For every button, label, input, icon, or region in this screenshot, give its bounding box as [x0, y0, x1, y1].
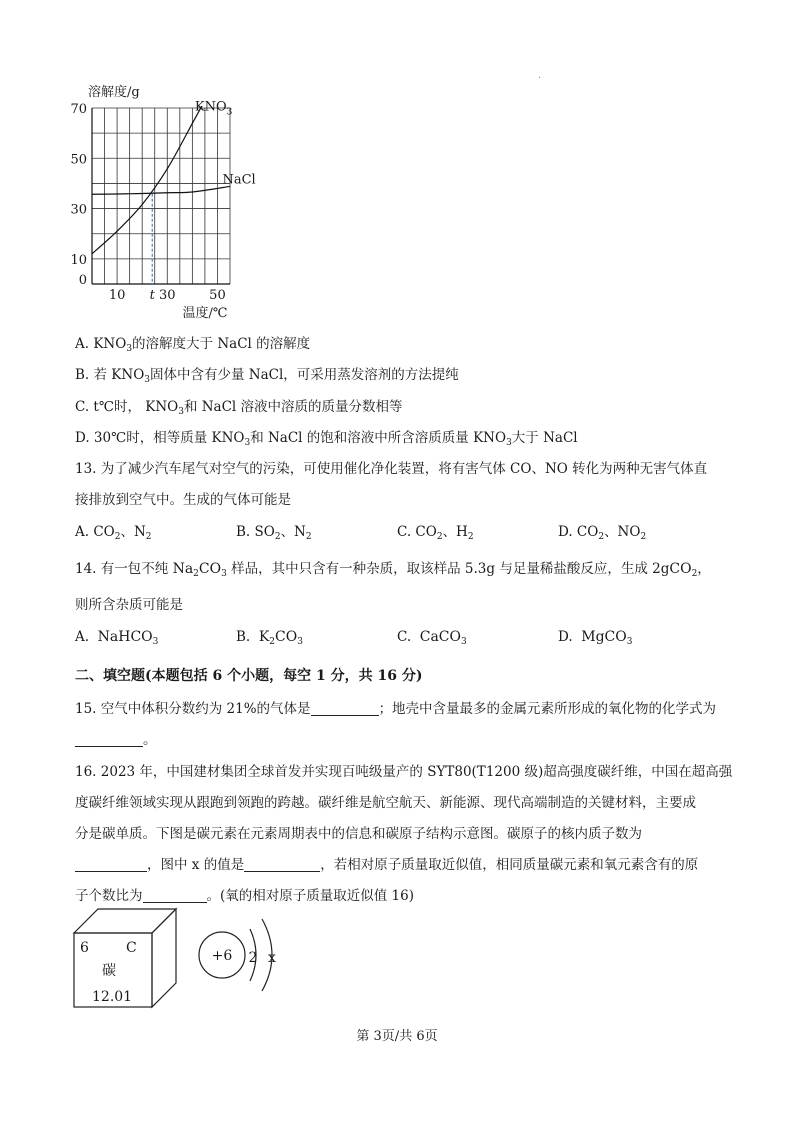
- q16-blank-1[interactable]: [75, 857, 147, 872]
- q13-option-a: A. $CO_2$、$N_2$: [75, 524, 152, 542]
- element-number: 6: [80, 940, 89, 956]
- x-tick-label: 10: [108, 288, 126, 303]
- q14-option-b: B. $K_2CO_3$: [236, 629, 303, 647]
- q16-blank-3[interactable]: [143, 888, 207, 903]
- chart-series: [92, 100, 230, 284]
- q13-option-b: B. $SO_2$、$N_2$: [236, 524, 312, 542]
- q12-option-c: C. t℃时， $KNO_3$和 NaCl 溶液中溶质的质量分数相等: [75, 399, 403, 417]
- series-NaCl-line: [92, 186, 230, 194]
- y-tick-label: 70: [70, 102, 87, 117]
- series-nacl-label: NaCl: [222, 172, 256, 188]
- q15-blank-1[interactable]: [311, 701, 379, 716]
- q16-blank-2[interactable]: [244, 857, 320, 872]
- section-heading: 二、填空题(本题包括 6 个小题，每空 1 分，共 16 分): [75, 668, 423, 684]
- solubility-chart: [60, 80, 320, 321]
- element-symbol: C: [126, 940, 137, 956]
- x-tick-label: 50: [209, 288, 226, 303]
- cube-top-face: [74, 909, 176, 933]
- corner-mark: .: [538, 70, 542, 81]
- x-tick-label: 30: [158, 288, 176, 303]
- q13-option-d: D. $CO_2$、$NO_2$: [558, 524, 647, 542]
- element-mass: 12.01: [92, 989, 133, 1005]
- q16-line1: 16. 2023 年，中国建材集团全球首发并实现百吨级量产的 SYT80(T1200 级)超高强度碳纤维，中国在超高强: [75, 764, 733, 780]
- q16-line2: 度碳纤维领域实现从跟跑到领跑的跨越。碳纤维是航空航天、新能源、现代高端制造的关键材料，主要成: [75, 795, 696, 811]
- q14-option-d: D. MgCO$_3$: [558, 629, 633, 647]
- q15-blank-2[interactable]: [75, 732, 143, 747]
- chart-axes: [92, 108, 230, 284]
- q14-option-a: A. NaHCO$_3$: [75, 629, 159, 647]
- atom-structure-figure: [190, 907, 300, 1007]
- q12-option-b: B. 若 $KNO_3$固体中含有少量 NaCl，可采用蒸发溶剂的方法提纯: [75, 367, 459, 385]
- element-cube-figure: [70, 905, 190, 1015]
- q13-stem-line2: 接排放到空气中。生成的气体可能是: [75, 492, 291, 508]
- q16-line3: 分是碳单质。下图是碳元素在元素周期表中的信息和碳原子结构示意图。碳原子的核内质子数为: [75, 826, 642, 842]
- q15-line2: 。: [75, 728, 157, 748]
- series-KNO3-line: [92, 100, 205, 253]
- q12-option-d: D. 30℃时，相等质量 $KNO_3$和 NaCl 的饱和溶液中所含溶质质量 $KNO_3$大于 NaCl: [75, 430, 578, 448]
- page-footer: 第 3页/共 6页: [356, 1029, 438, 1044]
- y-tick-label: 30: [70, 202, 87, 218]
- y-tick-label: 10: [70, 252, 87, 268]
- y-tick-label: 0: [78, 273, 87, 288]
- q16-line4: ，图中 x 的值是 ，若相对原子质量取近似值，相同质量碳元素和氧元素含有的原: [75, 853, 698, 873]
- cube-side-face: [152, 909, 176, 1007]
- series-kno3-label: $KNO_3$: [194, 99, 233, 118]
- q14-stem-line1: 14. 有一包不纯 $Na_2CO_3$ 样品，其中只含有一种杂质，取该样品 5.3g 与足量稀盐酸反应，生成 2gCO$_2$，: [75, 561, 711, 579]
- q12-option-a: A. $KNO_3$的溶解度大于 NaCl 的溶解度: [75, 336, 311, 354]
- x-axis-label: 温度/℃: [182, 306, 228, 321]
- q13-stem-line1: 13. 为了减少汽车尾气对空气的污染，可使用催化净化装置，将有害气体 CO、NO 转化为两种无害气体直: [75, 461, 708, 477]
- q16-line5: 子个数比为 。(氧的相对原子质量取近似值 16): [75, 888, 415, 904]
- shell1-electrons: 2: [248, 950, 258, 966]
- q14-option-c: C. CaCO$_3$: [397, 629, 467, 647]
- q14-stem-line2: 则所含杂质可能是: [75, 597, 183, 613]
- series-kno3-label-sub: 3: [226, 107, 233, 118]
- nucleus-charge: +6: [211, 948, 233, 964]
- element-name: 碳: [102, 963, 116, 979]
- x-tick-label: t: [149, 288, 155, 303]
- shell2-electrons: x: [268, 950, 276, 966]
- chart-grid: [92, 108, 230, 284]
- y-axis-label: 溶解度/g: [88, 85, 140, 100]
- y-tick-label: 50: [70, 152, 87, 168]
- q15-line1: 15. 空气中体积分数约为 21%的气体是 ；地壳中含量最多的金属元素所形成的氧化物的化学式为: [75, 701, 717, 717]
- q13-option-c: C. $CO_2$、$H_2$: [397, 524, 474, 542]
- chart-labels: [70, 84, 255, 321]
